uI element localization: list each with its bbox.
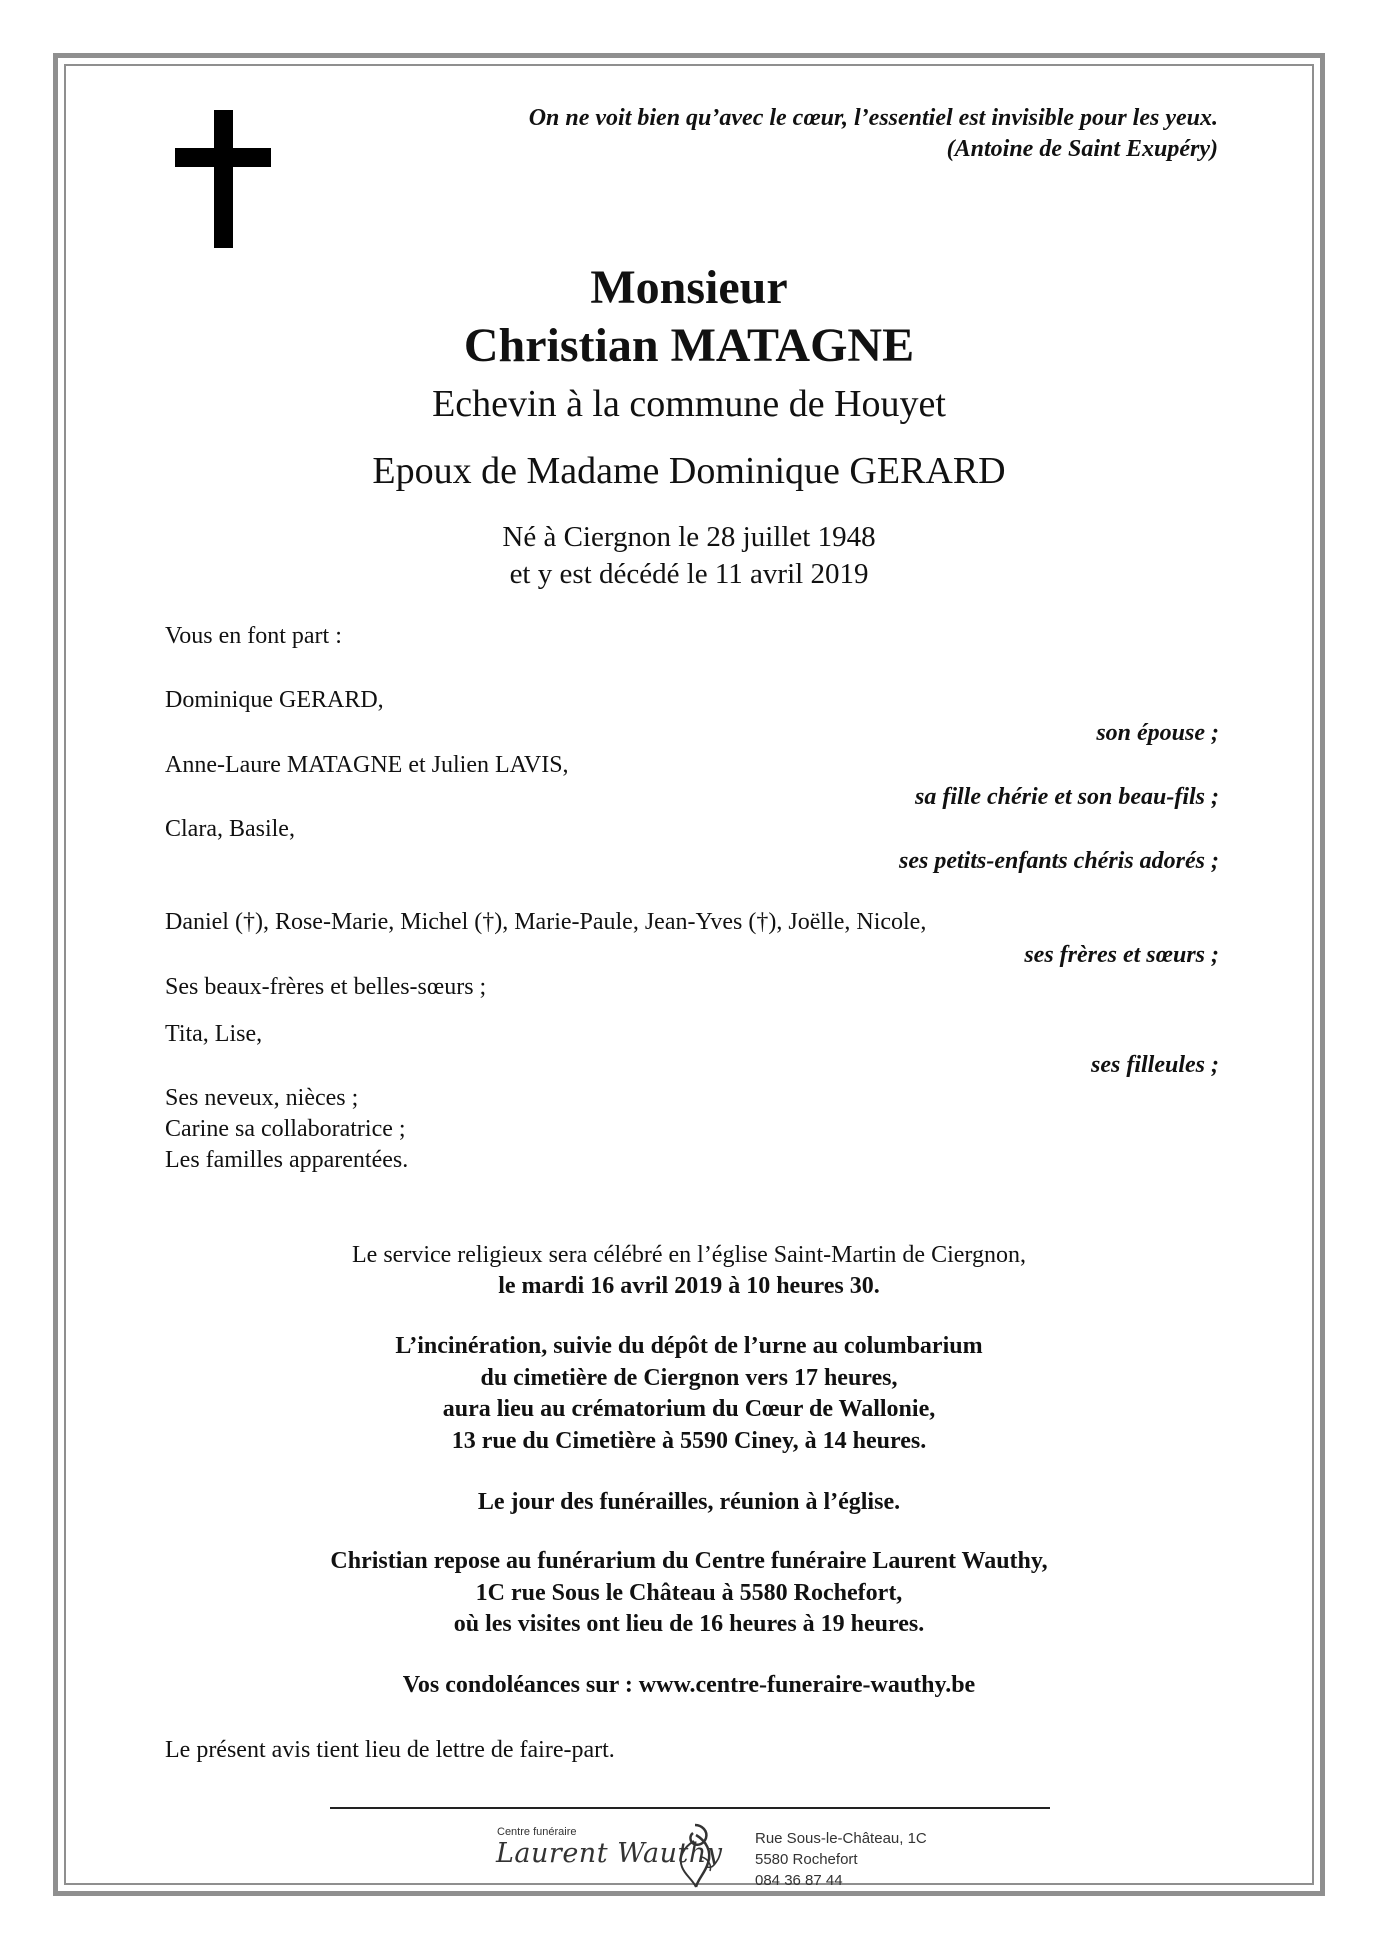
- announce-line: Vous en font part :: [165, 623, 342, 649]
- family-names: Tita, Lise,: [165, 1021, 263, 1047]
- cremation-line: aura lieu au crématorium du Cœur de Wallonie,: [442, 1396, 936, 1422]
- epigraph-author: (Antoine de Saint Exupéry): [946, 136, 1218, 162]
- cremation-line: 13 rue du Cimetière à 5590 Ciney, à 14 heures.: [451, 1428, 927, 1454]
- family-relation: son épouse ;: [1096, 720, 1219, 746]
- epigraph: [318, 103, 1218, 165]
- family-names: Dominique GERARD,: [165, 687, 384, 713]
- others-line: Les familles apparentées.: [165, 1147, 409, 1173]
- others-line: Ses neveux, nièces ;: [165, 1085, 359, 1111]
- epigraph-text: On ne voit bien qu’avec le cœur, l’essentiel est invisible pour les yeux.: [528, 105, 1218, 131]
- family-relation: sa fille chérie et son beau-fils ;: [915, 784, 1219, 810]
- footer-divider: [330, 1807, 1050, 1809]
- condolences-line: Vos condoléances sur : www.centre-funeraire-wauthy.be: [402, 1672, 976, 1698]
- family-relation: ses petits-enfants chéris adorés ;: [899, 848, 1219, 874]
- reunion-line: Le jour des funérailles, réunion à l’église.: [477, 1489, 901, 1515]
- cross-icon: [175, 110, 271, 248]
- family-names: Daniel (†), Rose-Marie, Michel (†), Marie-Paule, Jean-Yves (†), Joëlle, Nicole,: [165, 909, 927, 935]
- deceased-spouse: Epoux de Madame Dominique GERARD: [372, 450, 1006, 492]
- service-date: le mardi 16 avril 2019 à 10 heures 30.: [498, 1273, 880, 1299]
- phone-line: 084 36 87 44: [755, 1872, 843, 1889]
- logo-wordmark: Laurent Wauthy: [496, 1838, 723, 1869]
- family-relation: ses filleules ;: [1091, 1052, 1219, 1078]
- deceased-title: Monsieur: [590, 261, 788, 314]
- dove-icon: [672, 1821, 718, 1891]
- address-line: 5580 Rochefort: [755, 1851, 858, 1868]
- cremation-line: L’incinération, suivie du dépôt de l’urne au columbarium: [395, 1333, 983, 1359]
- deceased-role: Echevin à la commune de Houyet: [432, 383, 946, 425]
- family-names: Ses beaux-frères et belles-sœurs ;: [165, 974, 487, 1000]
- family-names: Clara, Basile,: [165, 816, 295, 842]
- notice-line: Le présent avis tient lieu de lettre de faire-part.: [165, 1737, 615, 1763]
- cremation-line: du cimetière de Ciergnon vers 17 heures,: [480, 1365, 898, 1391]
- family-names: Anne-Laure MATAGNE et Julien LAVIS,: [165, 752, 569, 778]
- deceased-name: Christian MATAGNE: [463, 319, 915, 372]
- address-line: Rue Sous-le-Château, 1C: [755, 1830, 927, 1847]
- visits-line: où les visites ont lieu de 16 heures à 19 heures.: [453, 1611, 925, 1637]
- visits-line: Christian repose au funérarium du Centre funéraire Laurent Wauthy,: [330, 1548, 1048, 1574]
- logo-caption: Centre funéraire: [497, 1826, 577, 1838]
- death-line: et y est décédé le 11 avril 2019: [509, 558, 869, 590]
- service-place: Le service religieux sera célébré en l’église Saint-Martin de Ciergnon,: [352, 1242, 1026, 1268]
- visits-line: 1C rue Sous le Château à 5580 Rochefort,: [475, 1580, 903, 1606]
- others-line: Carine sa collaboratrice ;: [165, 1116, 406, 1142]
- family-relation: ses frères et sœurs ;: [1024, 942, 1219, 968]
- birth-line: Né à Ciergnon le 28 juillet 1948: [502, 521, 876, 553]
